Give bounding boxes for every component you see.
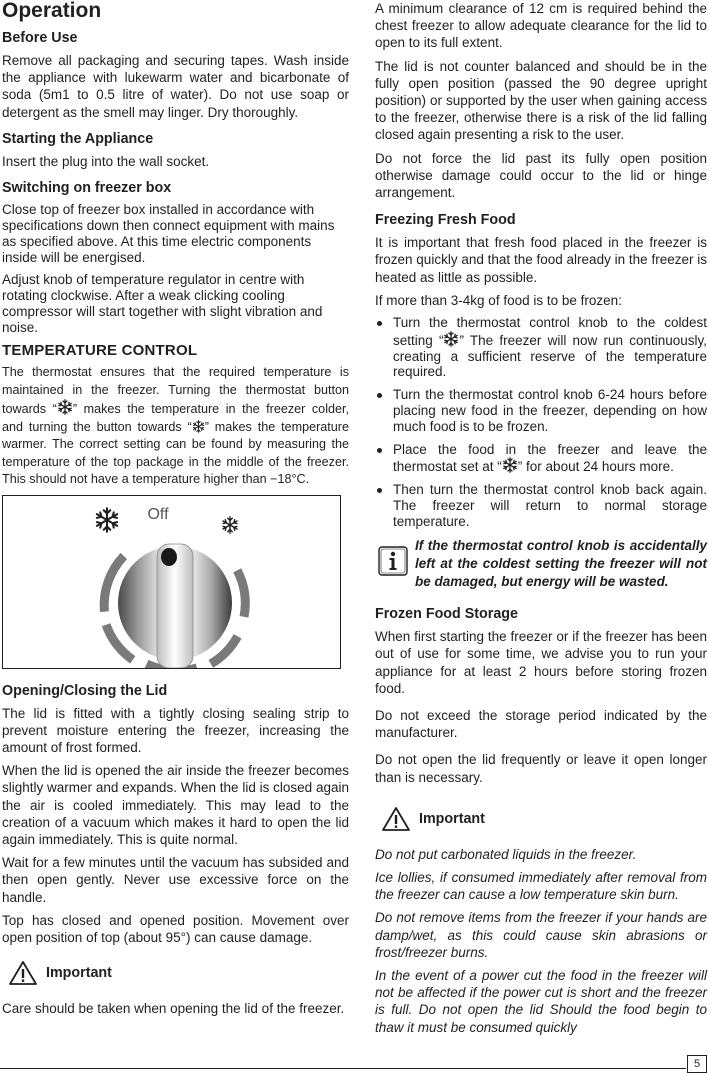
switching-heading: Switching on freezer box bbox=[2, 180, 172, 197]
left-column bbox=[2, 0, 349, 1023]
freezing-fresh-food-heading: Freezing Fresh Food bbox=[375, 212, 516, 229]
switching-text-2: Adjust knob of temperature regulator in centre with rotating clockwise. After a weak clicking cooling compressor will start together with slight vibration and noise. bbox=[2, 272, 323, 336]
frozen-food-storage-heading: Frozen Food Storage bbox=[375, 606, 518, 623]
info-icon bbox=[378, 546, 408, 576]
snowflake-large-icon bbox=[97, 508, 117, 531]
clearance-text-3: Do not force the lid past its fully open position otherwise damage could occur to the lid or hinge arrangement. bbox=[375, 150, 707, 201]
page-title: Operation bbox=[2, 0, 102, 22]
snowflake-large-icon bbox=[502, 457, 518, 473]
before-use-text: Remove all packaging and securing tapes. Wash inside the appliance with lukewarm water and bicarbonate of soda (5m1 to 0.5 litre of water). Do not use soap or detergent as the smell may linger. Dry thoroughly. bbox=[2, 53, 349, 120]
opening-text-2: When the lid is opened the air inside the freezer becomes slightly warmer and expands. When the lid is closed again the air is cooled immediately. This may lead to the creation of a vacuum which makes it hard to open the lid again immediately. This is quite normal. bbox=[2, 763, 349, 847]
frozen-text-2: Do not exceed the storage period indicated by the manufacturer. bbox=[375, 708, 707, 741]
info-note bbox=[375, 537, 707, 592]
important-item-2: Ice lollies, if consumed immediately after removal from the freezer can cause a low temperature skin burn. bbox=[375, 870, 707, 903]
dial-off-label: Off bbox=[147, 505, 169, 523]
warning-triangle-icon bbox=[8, 960, 38, 986]
before-use-heading: Before Use bbox=[2, 30, 78, 46]
important-notice-right bbox=[375, 806, 707, 832]
switching-text-1: Close top of freezer box installed in accordance with specifications down then connect equipment with mains as specified above. At this time electric components inside will be energised. bbox=[2, 202, 335, 266]
important-label: Important bbox=[46, 965, 112, 982]
temperature-control-text: The thermostat ensures that the required temperature is maintained in the freezer. Turning the thermostat button towards “ ” makes the temperature in the freezer colder, and turning the button towards “ ” makes the temperature warmer. The correct setting can be found by measuring the temperature of the top package in the middle of the freezer. This should not have a temperature higher than −18°C. bbox=[2, 365, 349, 487]
warning-triangle-icon bbox=[381, 806, 411, 832]
starting-heading: Starting the Appliance bbox=[2, 130, 154, 147]
footer-rule bbox=[0, 1068, 686, 1069]
info-note-text: If the thermostat control knob is accidentally left at the coldest setting the freezer will not be damaged, but energy will be wasted. bbox=[415, 537, 707, 590]
snowflake-large-icon bbox=[443, 331, 459, 347]
list-item: Then turn the thermostat control knob back again. The freezer will return to normal storage temperature. bbox=[375, 482, 707, 529]
frozen-text-3: Do not open the lid frequently or leave it open longer than is necessary. bbox=[375, 752, 707, 785]
frozen-text-1: When first starting the freezer or if the freezer has been out of use for some time, we advise you to run your appliance for at least 2 hours before storing frozen food. bbox=[375, 629, 707, 696]
important-notice-left bbox=[2, 960, 349, 986]
thermostat-dial-figure bbox=[2, 495, 341, 669]
list-item: Place the food in the freezer and leave the thermostat set at “ ” for about 24 hours more. bbox=[375, 442, 707, 476]
list-item: Turn the thermostat control knob 6-24 hours before placing new food in the freezer, depending on how much food is to be frozen. bbox=[375, 387, 707, 434]
freezing-text-1: It is important that fresh food placed in the freezer is frozen quickly and that the food already in the freezer is heated as little as possible. bbox=[375, 235, 707, 285]
opening-text-1: The lid is fitted with a tightly closing sealing strip to prevent moisture entering the freezer, increasing the amount of frost formed. bbox=[2, 705, 349, 755]
starting-text: Insert the plug into the wall socket. bbox=[2, 153, 210, 169]
opening-text-3: Wait for a few minutes until the vacuum has subsided and then open gently. Never use excessive force on the handle. bbox=[2, 855, 349, 905]
list-item: Turn the thermostat control knob to the coldest setting “ ” The freezer will now run continuously, creating a sufficient reserve of the temperature required. bbox=[375, 315, 707, 380]
important-item-3: Do not remove items from the freezer if your hands are damp/wet, as this could cause skin abrasions or frost/freezer burns. bbox=[375, 910, 707, 960]
clearance-text-2: The lid is not counter balanced and should be in the fully open position (passed the 90 degree upright position) or supported by the user when gaining access to the freezer, otherwise there is a risk of the lid falling closed again presenting a risk to the user. bbox=[375, 58, 707, 143]
freezing-steps-list bbox=[375, 315, 707, 530]
important-label: Important bbox=[419, 810, 485, 827]
snowflake-large-icon bbox=[57, 399, 73, 415]
clearance-text-1: A minimum clearance of 12 cm is required behind the chest freezer to allow adequate clearance for the lid to open to its full extent. bbox=[375, 1, 707, 51]
opening-text-4: Top has closed and opened position. Movement over open position of top (about 95°) can cause damage. bbox=[2, 912, 349, 945]
important-text-left: Care should be taken when opening the lid of the freezer. bbox=[2, 1001, 345, 1017]
important-item-4: In the event of a power cut the food in the freezer will not be affected if the power cut is short and the freezer is full. Do not open the lid Should the food begin to thaw it must be consumed quickly bbox=[375, 968, 707, 1035]
page-number: 5 bbox=[687, 1055, 707, 1073]
knob-indicator-dot bbox=[161, 548, 177, 566]
right-column bbox=[375, 0, 707, 1042]
temperature-control-heading: TEMPERATURE CONTROL bbox=[2, 342, 198, 360]
snowflake-small-icon bbox=[223, 516, 237, 532]
important-item-1: Do not put carbonated liquids in the freezer. bbox=[375, 846, 637, 862]
opening-closing-heading: Opening/Closing the Lid bbox=[2, 682, 168, 699]
snowflake-small-icon bbox=[192, 420, 205, 433]
freezing-text-2: If more than 3-4kg of food is to be frozen: bbox=[375, 292, 622, 308]
